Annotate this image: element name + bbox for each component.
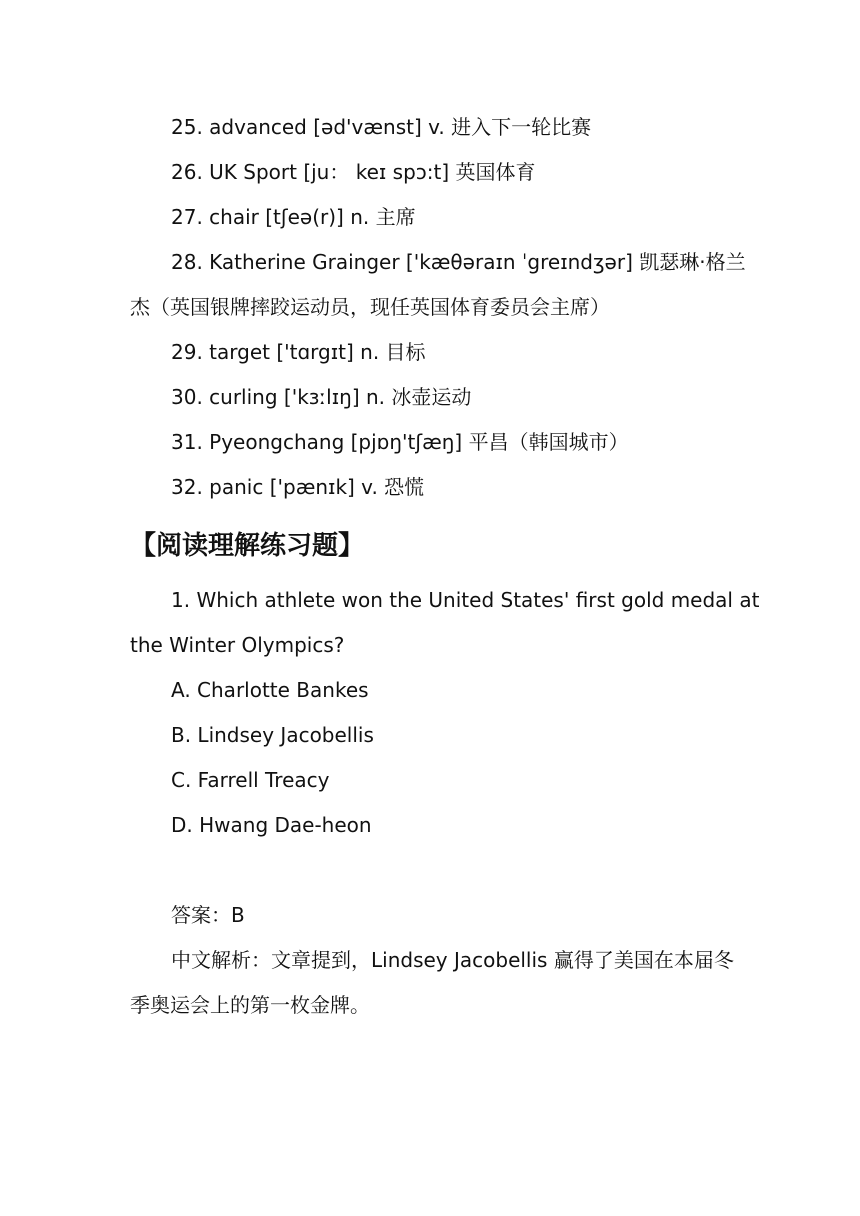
- option-c: C. Farrell Treacy: [171, 768, 330, 792]
- vocab-item-25: 25. advanced [əd'vænst] v. 进入下一轮比赛: [171, 115, 592, 139]
- vocab-item-31: 31. Pyeongchang [pjɒŋ'tʃæŋ] 平昌（韩国城市）: [171, 430, 629, 454]
- vocab-item-30: 30. curling ['kɜːlɪŋ] n. 冰壶运动: [171, 385, 472, 409]
- analysis-line-1: 中文解析：文章提到，Lindsey Jacobellis 赢得了美国在本届冬: [171, 948, 734, 972]
- vocab-item-27: 27. chair [tʃeə(r)] n. 主席: [171, 205, 416, 229]
- vocab-item-29: 29. target ['tɑrgɪt] n. 目标: [171, 340, 426, 364]
- vocab-item-26: 26. UK Sport [ju： keɪ spɔ:t] 英国体育: [171, 160, 536, 184]
- vocab-item-28-continuation: 杰（英国银牌摔跤运动员，现任英国体育委员会主席）: [130, 295, 610, 319]
- option-d: D. Hwang Dae-heon: [171, 813, 372, 837]
- vocab-item-28: 28. Katherine Grainger ['kæθəraɪn ˈgreɪndʒər] 凯瑟琳·格兰: [171, 250, 746, 274]
- vocab-item-32: 32. panic ['pænɪk] v. 恐慌: [171, 475, 425, 499]
- analysis-line-2: 季奥运会上的第一枚金牌。: [130, 993, 370, 1017]
- question-text-line-2: the Winter Olympics?: [130, 633, 345, 657]
- question-text-line-1: 1. Which athlete won the United States' first gold medal at: [171, 588, 760, 612]
- option-a: A. Charlotte Bankes: [171, 678, 369, 702]
- option-b: B. Lindsey Jacobellis: [171, 723, 374, 747]
- section-title: 【阅读理解练习题】: [130, 531, 365, 561]
- answer-text: 答案：B: [171, 903, 245, 927]
